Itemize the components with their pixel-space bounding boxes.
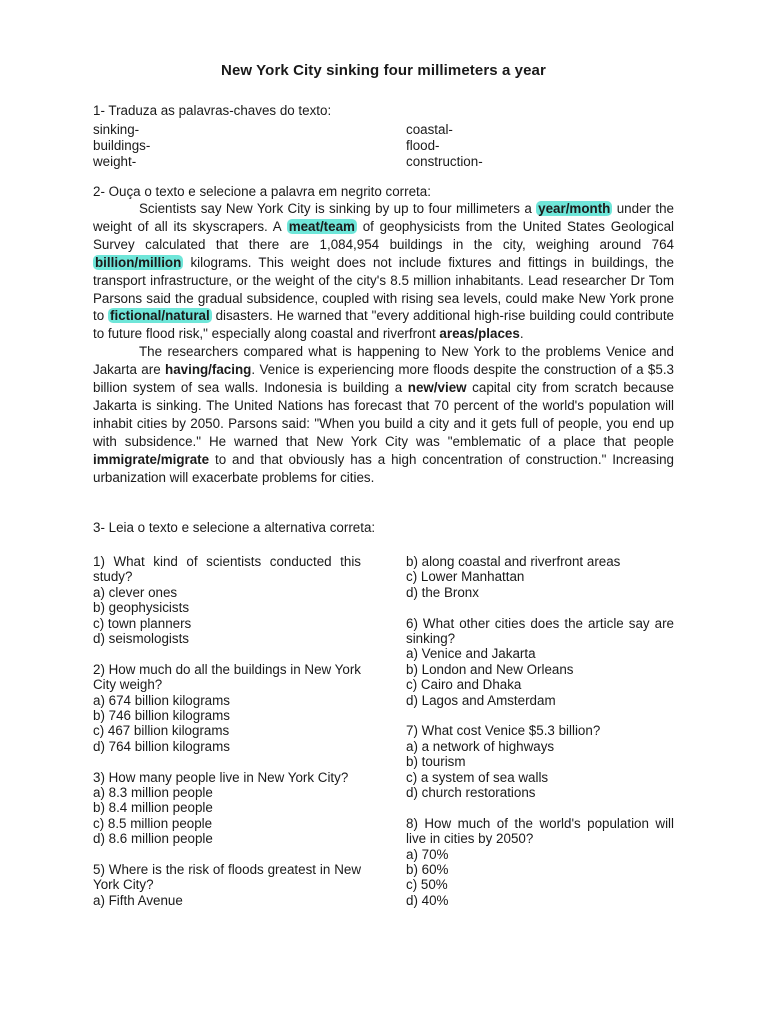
vocab-word: construction- (406, 154, 483, 169)
choice-immigrate-migrate[interactable]: immigrate/migrate (93, 451, 210, 467)
questions-left-column (93, 554, 361, 924)
text-run: of geophysicists from the United States Geological Survey calculated that there are 1,084,954 buildings in the city, weighing around 764 (93, 218, 675, 252)
question-block (406, 554, 674, 600)
text-run: . Venice is experiencing more floods despite the construction of a $5.3 billion system of sea walls. Indonesia is building a (93, 362, 674, 396)
choice-new-view[interactable]: new/view (407, 380, 467, 396)
text-run: The researchers compared what is happening to New York to the problems Venice and Jakarta are (93, 344, 674, 378)
answer-option[interactable]: d) Lagos and Amsterdam (406, 692, 556, 708)
answer-option[interactable]: d) the Bronx (406, 584, 479, 600)
answer-option[interactable]: b) 8.4 million people (93, 800, 213, 816)
answer-option[interactable]: d) 40% (406, 892, 449, 908)
answer-option[interactable]: a) clever ones (93, 584, 178, 600)
paragraph-1 (93, 200, 674, 343)
answer-option[interactable]: c) 8.5 million people (93, 815, 213, 831)
answer-option[interactable]: c) town planners (93, 615, 192, 631)
question-text: 8) How much of the world's population will live in cities by 2050? (406, 815, 674, 847)
vocab-word: sinking- (93, 122, 140, 137)
vocab-word: buildings- (93, 138, 151, 153)
question-text: 1) What kind of scientists conducted this study? (93, 554, 361, 585)
text-run: capital city from scratch because Jakarta is sinking. The United Nations has forecast that 70 percent of the world's population will inhabit cities by 2050. Parsons said: "When you build a city and it gets full of people, you end up with subsidence." He warned that New York City was "emblematic of a place that people (93, 380, 674, 449)
choice-billion-million[interactable]: billion/million (95, 254, 182, 270)
text-run: kilograms. This weight does not include fixtures and fittings in buildings, the transport infrastructure, or the weight of the city's 8.5 million inhabitants. Lead researcher Dr Tom Parsons said the gradual subsidence, coupled with rising sea levels, could make New York prone to (93, 254, 674, 324)
section3-heading: 3- Leia o texto e selecione a alternativa correta: (93, 520, 376, 535)
question-block (93, 770, 361, 847)
answer-option[interactable]: c) a system of sea walls (406, 769, 549, 785)
reading-text (93, 200, 674, 487)
question-text: 3) How many people live in New York City? (93, 769, 349, 785)
answer-option[interactable]: b) 746 billion kilograms (93, 708, 230, 724)
question-block (93, 862, 361, 908)
answer-option[interactable]: b) 60% (406, 862, 449, 878)
questions-right-column (406, 554, 674, 924)
vocab-list (93, 122, 674, 170)
answer-option[interactable]: d) seismologists (93, 631, 189, 647)
answer-option[interactable]: c) Cairo and Dhaka (406, 677, 522, 693)
choice-having-facing[interactable]: having/facing (165, 362, 252, 378)
question-block (93, 662, 361, 754)
choice-year-month[interactable]: year/month (538, 201, 611, 216)
answer-option[interactable]: a) 70% (406, 846, 449, 862)
question-block (406, 816, 674, 908)
answer-option[interactable]: d) church restorations (406, 785, 536, 801)
answer-option[interactable]: a) 8.3 million people (93, 785, 213, 801)
question-block (406, 723, 674, 800)
answer-option[interactable]: d) 764 billion kilograms (93, 738, 230, 754)
page-title: New York City sinking four millimeters a year (221, 62, 546, 79)
question-text: 5) Where is the risk of floods greatest in New York City? (93, 862, 361, 893)
answer-option[interactable]: c) 467 billion kilograms (93, 723, 230, 739)
vocab-word: flood- (406, 138, 440, 153)
text-run: under the weight of all its skyscrapers. A (93, 201, 674, 234)
question-text: 6) What other cities does the article say are sinking? (406, 615, 674, 647)
choice-areas-places[interactable]: areas/places (439, 326, 520, 342)
choice-meat-team[interactable]: meat/team (288, 218, 355, 234)
text-run: disasters. He warned that "every additional high-rise building could contribute to future flood risk," especially along coastal and riverfront (93, 308, 674, 342)
answer-option[interactable]: a) Fifth Avenue (93, 892, 183, 908)
question-text: 7) What cost Venice $5.3 billion? (406, 723, 601, 739)
answer-option[interactable]: a) a network of highways (406, 738, 555, 754)
answer-option[interactable]: a) 674 billion kilograms (93, 692, 230, 708)
question-block (93, 554, 361, 646)
paragraph-2 (93, 343, 674, 486)
text-run: Scientists say New York City is sinking by up to four millimeters a (139, 201, 537, 216)
answer-option[interactable]: a) Venice and Jakarta (406, 646, 536, 662)
answer-option[interactable]: c) Lower Manhattan (406, 569, 525, 585)
answer-option[interactable]: b) geophysicists (93, 600, 190, 616)
answer-option[interactable]: b) London and New Orleans (406, 661, 574, 677)
answer-option[interactable]: b) along coastal and riverfront areas (406, 554, 621, 569)
answer-option[interactable]: d) 8.6 million people (93, 831, 213, 847)
answer-option[interactable]: b) tourism (406, 754, 466, 770)
vocab-word: coastal- (406, 122, 453, 137)
section1-heading: 1- Traduza as palavras-chaves do texto: (93, 103, 332, 118)
question-text: 2) How much do all the buildings in New York City weigh? (93, 661, 361, 693)
choice-fictional-natural[interactable]: fictional/natural (110, 308, 210, 324)
text-run: to and that obviously has a high concentration of construction." Increasing urbanization will exacerbate problems for cities. (93, 451, 674, 485)
vocab-word: weight- (93, 154, 137, 169)
text-run: . (519, 326, 524, 342)
answer-option[interactable]: c) 50% (406, 877, 448, 893)
section2-heading: 2- Ouça o texto e selecione a palavra em negrito correta: (93, 184, 431, 199)
question-block (406, 616, 674, 708)
worksheet-page (93, 0, 674, 1024)
